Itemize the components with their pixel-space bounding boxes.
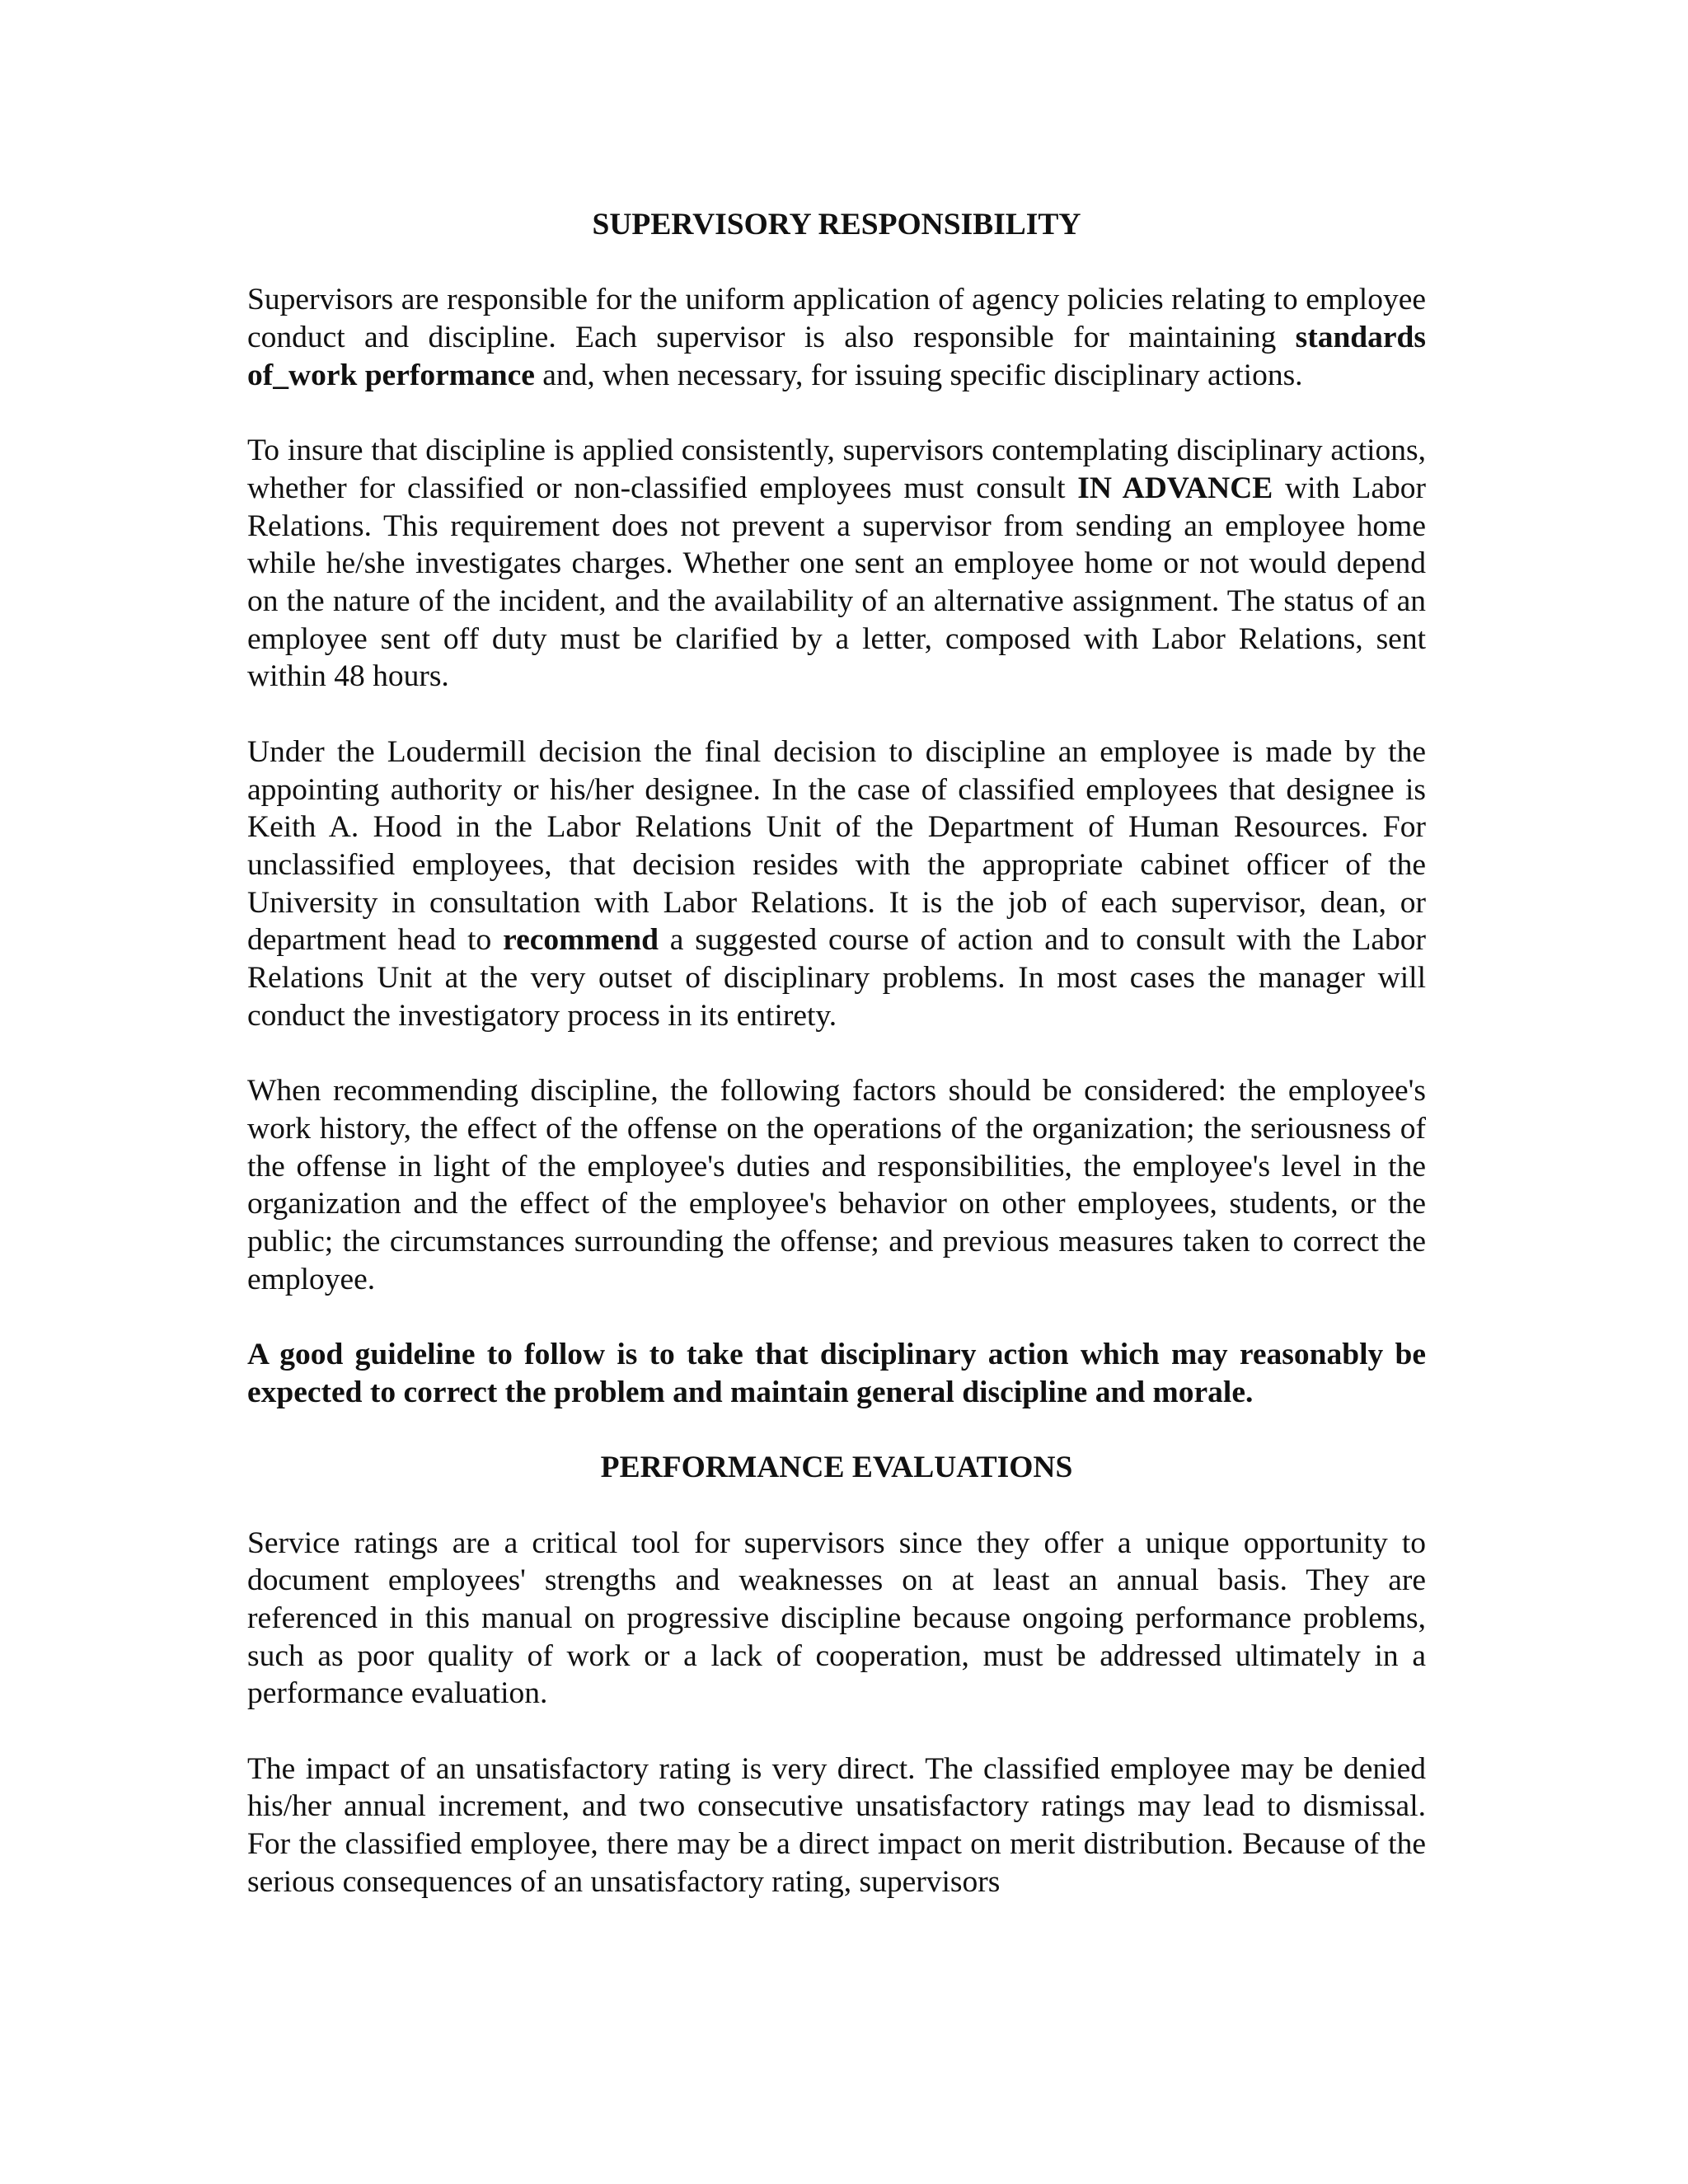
paragraph-3-text-a: Under the Loudermill decision the final decision to discipline an employee is made by the appointing authority or his/her designee. In the case of classified employees that designee is Keith A. Hood in the Labor Relations Unit of the Department of Human Resources. For unclassified employees, that decision resides with the appropriate cabinet officer of the University in consultation with Labor Relations. It is the job of each supervisor, dean, or department head to: [247, 734, 1426, 958]
paragraph-4: When recommending discipline, the following factors should be considered: the employee's work history, the effect of the offense on the operations of the organization; the seriousness of the offense in light of the employee's duties and responsibilities, the employee's level in the organization and the effect of the employee's behavior on other employees, students, or the public; the circumstances surrounding the offense; and previous measures taken to correct the employee.: [247, 1074, 1426, 1296]
paragraph-2-bold-phrase: IN ADVANCE: [1077, 471, 1273, 505]
paragraph-3: [247, 733, 1426, 1035]
paragraph-5-guideline: A good guideline to follow is to take that disciplinary action which may reasonably be expected to correct the problem and maintain general discipline and morale.: [247, 1338, 1426, 1409]
paragraph-1-bold-phrase: standards of_work performance: [247, 321, 1426, 392]
paragraph-3-bold-phrase: recommend: [503, 923, 659, 958]
section-heading-supervisory-responsibility: SUPERVISORY RESPONSIBILITY: [592, 208, 1081, 241]
paragraph-7: The impact of an unsatisfactory rating is very direct. The classified employee may be denied his/her annual increment, and two consecutive unsatisfactory ratings may lead to dismissal. For the classified employee, there may be a direct impact on merit distribution. Because of the serious consequences of an unsatisfactory rating, supervisors: [247, 1751, 1426, 1899]
paragraph-2: [247, 432, 1426, 696]
paragraph-6: Service ratings are a critical tool for supervisors since they offer a unique opportunity to document employees' strengths and weaknesses on at least an annual basis. They are referenced in this manual on progressive discipline because ongoing performance problems, such as poor quality of work or a lack of cooperation, must be addressed ultimately in a performance evaluation.: [247, 1526, 1426, 1711]
document-body: [247, 206, 1426, 1901]
paragraph-1: [247, 281, 1426, 394]
paragraph-2-text-a: To insure that discipline is applied consistently, supervisors contemplating disciplinary actions, whether for classified or non-classified employees must consult: [247, 434, 1426, 505]
paragraph-2-text-c: with Labor Relations. This requirement does not prevent a supervisor from sending an employee home while he/she investigates charges. Whether one sent an employee home or not would depend on the nature of the incident, and the availability of an alternative assignment. The status of an employee sent off duty must be clarified by a letter, composed with Labor Relations, sent within 48 hours.: [247, 471, 1426, 694]
paragraph-1-text-a: Supervisors are responsible for the uniform application of agency policies relating to employee conduct and discipline. Each supervisor is also responsible for maintaining: [247, 283, 1426, 355]
paragraph-1-text-c: and, when necessary, for issuing specific disciplinary actions.: [534, 358, 1303, 392]
paragraph-3-text-c: a suggested course of action and to consult with the Labor Relations Unit at the very outset of disciplinary problems. In most cases the manager will conduct the investigatory process in its entirety.: [247, 923, 1426, 1033]
section-heading-performance-evaluations: PERFORMANCE EVALUATIONS: [600, 1451, 1073, 1485]
